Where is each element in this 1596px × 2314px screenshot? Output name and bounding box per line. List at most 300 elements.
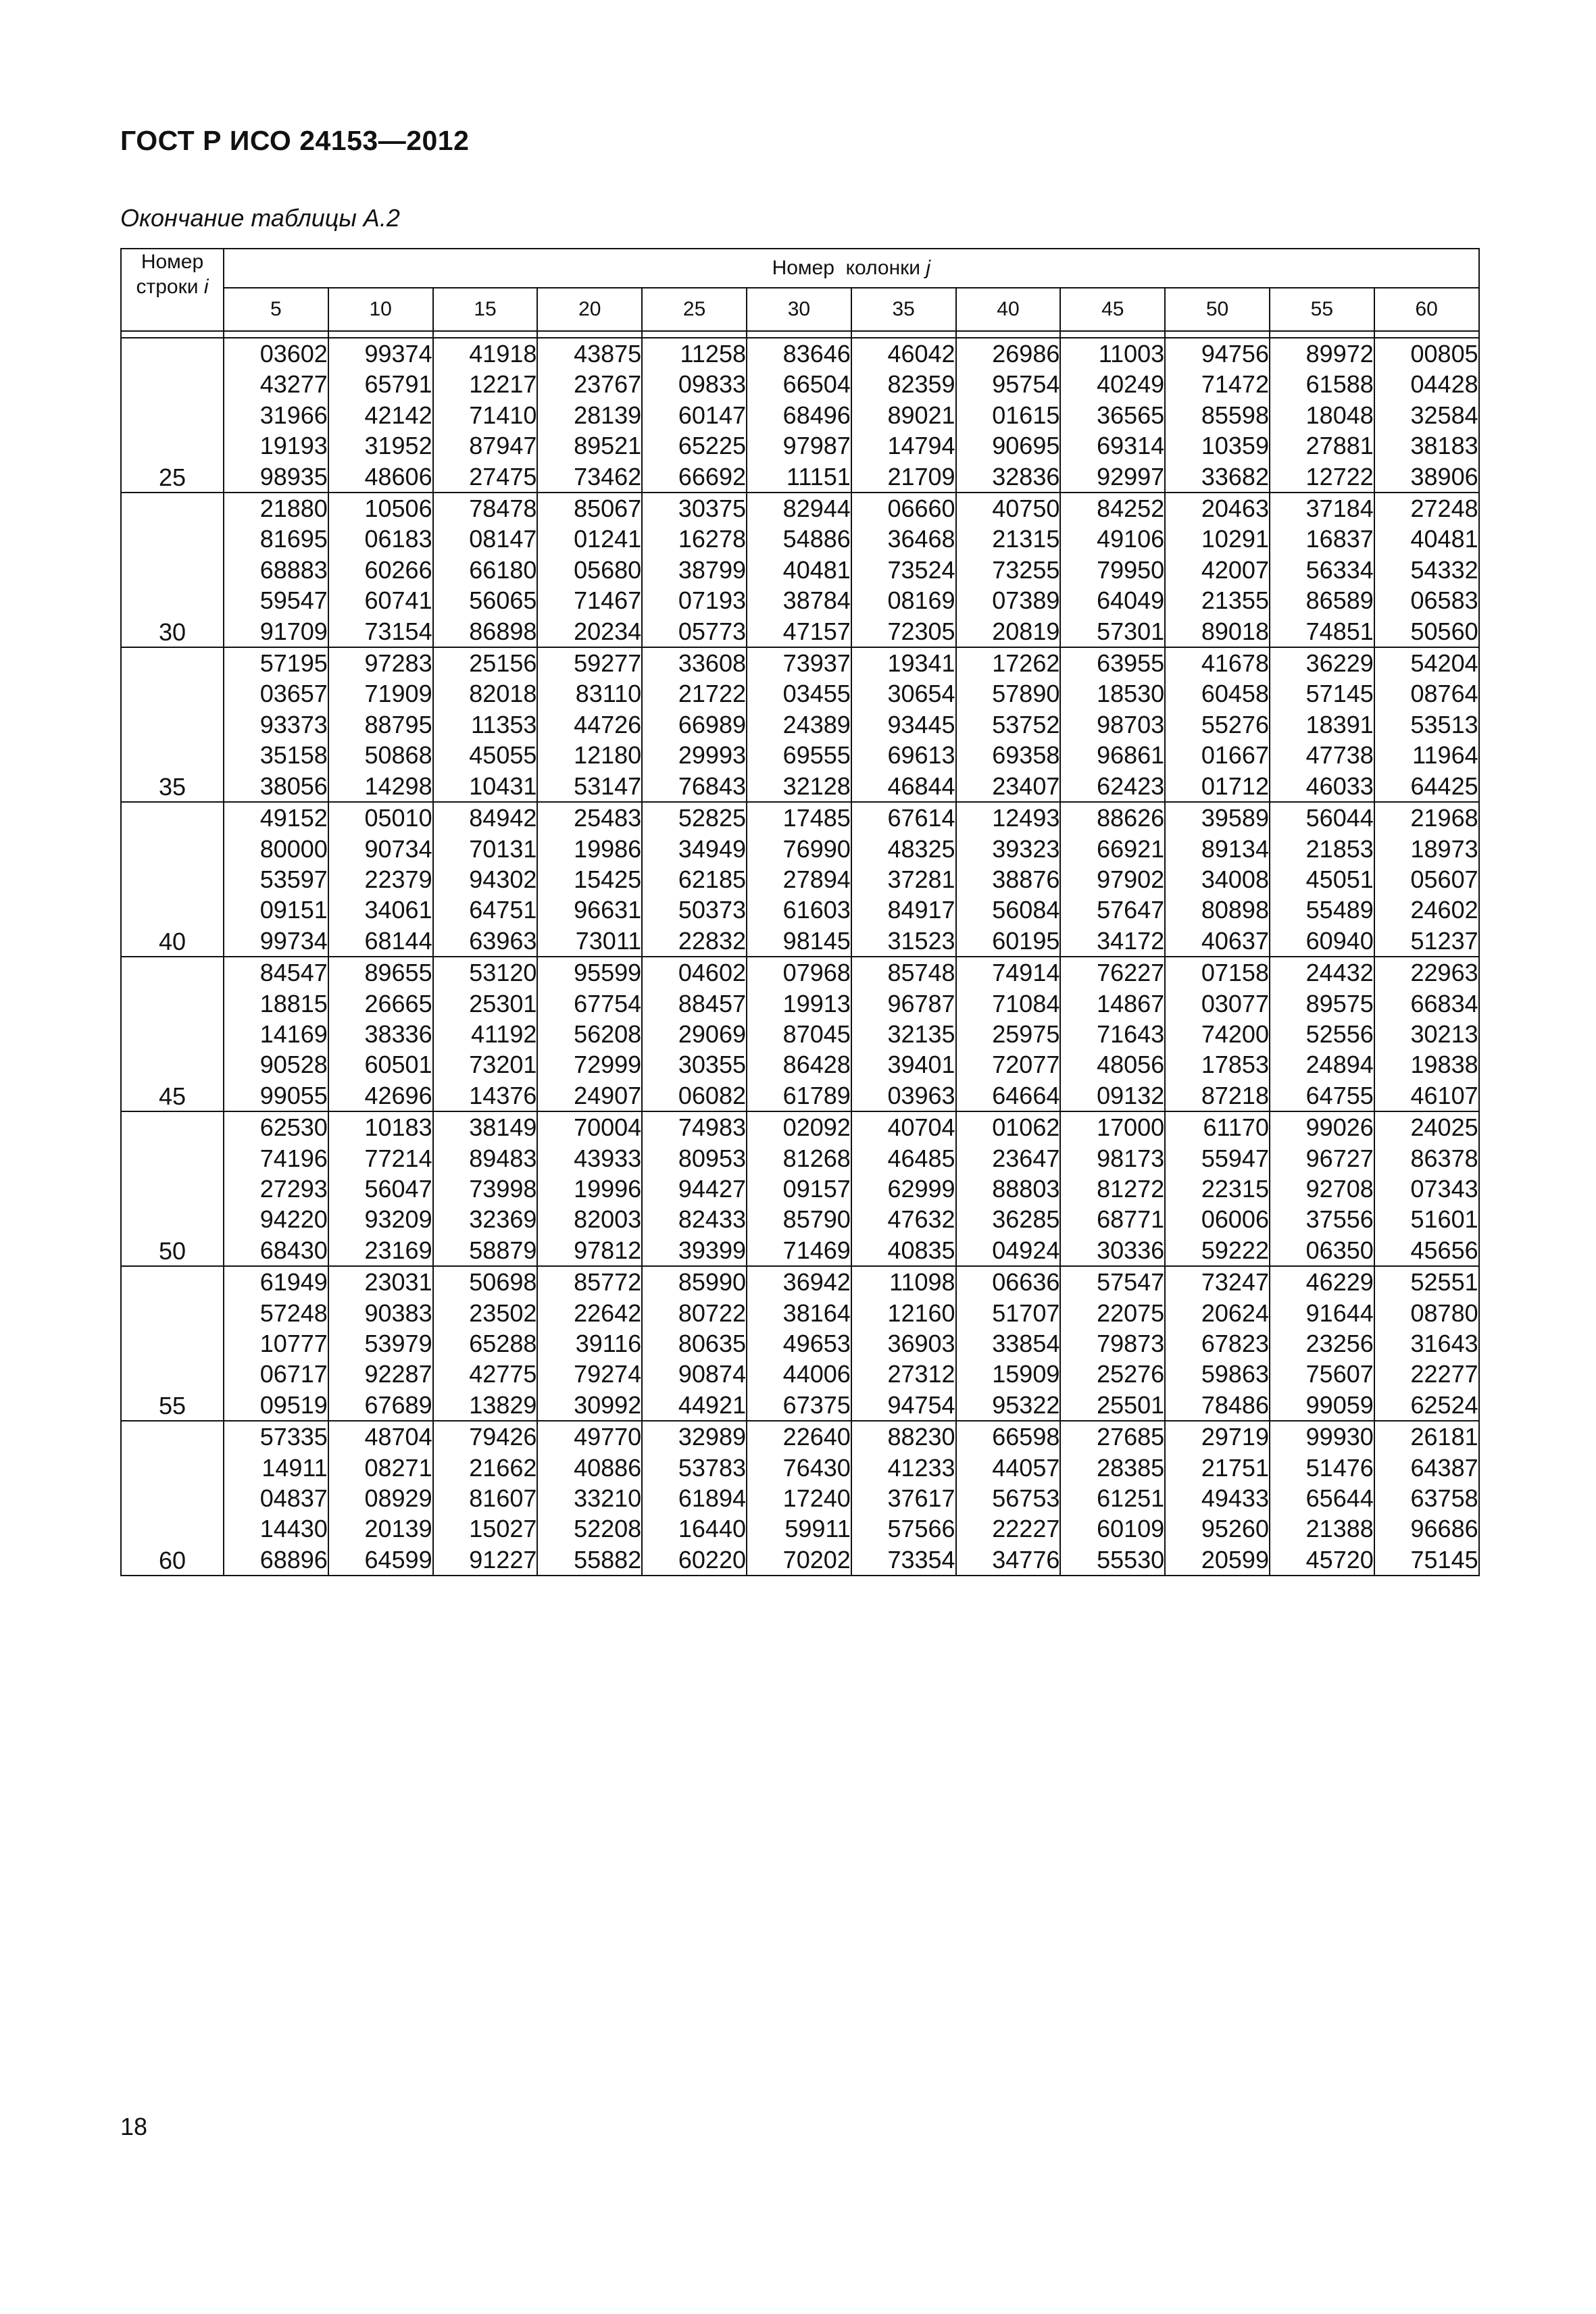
random-number: 36229 — [1305, 649, 1374, 678]
random-number: 30336 — [1097, 1236, 1165, 1264]
random-number: 25301 — [469, 989, 537, 1017]
random-number: 07343 — [1410, 1174, 1478, 1203]
random-number: 37281 — [887, 865, 955, 893]
random-number: 07389 — [992, 586, 1060, 615]
table-cell — [1374, 493, 1479, 647]
random-number: 24602 — [1410, 896, 1478, 924]
random-number: 55276 — [1201, 710, 1269, 738]
random-number: 86898 — [469, 617, 537, 645]
random-number: 68144 — [364, 926, 432, 955]
table-cell — [1060, 1111, 1165, 1266]
random-number: 56334 — [1305, 555, 1374, 584]
column-header-15: 15 — [433, 288, 538, 331]
table-row-block-60 — [121, 1421, 1479, 1576]
random-number: 66504 — [782, 370, 851, 399]
random-number: 17485 — [782, 804, 851, 832]
header-gap-row — [121, 331, 1479, 338]
table-cell — [1060, 1266, 1165, 1421]
random-number: 04837 — [259, 1484, 328, 1513]
random-number: 57145 — [1305, 680, 1374, 708]
row-header-line1: Номер — [141, 251, 204, 273]
table-cell — [642, 338, 747, 493]
random-number: 17240 — [782, 1484, 851, 1513]
random-number: 03077 — [1201, 989, 1269, 1017]
random-number: 84547 — [259, 959, 328, 987]
random-number: 95260 — [1201, 1515, 1269, 1543]
random-number: 12160 — [887, 1299, 955, 1327]
random-number: 99930 — [1305, 1423, 1374, 1451]
column-number-header — [224, 249, 1479, 288]
random-number: 45055 — [469, 741, 537, 770]
random-number: 09519 — [259, 1390, 328, 1419]
random-number: 66834 — [1410, 989, 1478, 1017]
random-number: 22832 — [678, 926, 746, 955]
random-number: 83110 — [575, 680, 642, 708]
table-cell — [224, 493, 328, 647]
random-number: 29069 — [678, 1020, 746, 1048]
random-number: 76430 — [782, 1453, 851, 1482]
random-number: 31523 — [887, 926, 955, 955]
random-number: 61588 — [1305, 370, 1374, 399]
random-number: 03657 — [259, 680, 328, 708]
random-number: 38784 — [782, 586, 851, 615]
table-cell — [747, 1266, 851, 1421]
table-cell — [224, 802, 328, 957]
random-number: 66180 — [469, 555, 537, 584]
table-cell — [1165, 647, 1270, 802]
random-number: 82359 — [887, 370, 955, 399]
random-number: 31952 — [364, 432, 432, 460]
table-cell — [1165, 802, 1270, 957]
random-number: 06717 — [259, 1360, 328, 1388]
table-cell — [1270, 1421, 1374, 1576]
random-number: 47157 — [782, 617, 851, 645]
table-cell — [224, 1111, 328, 1266]
table-cell — [433, 493, 538, 647]
random-number: 22227 — [992, 1515, 1060, 1543]
random-number: 83646 — [782, 340, 851, 368]
random-number: 25156 — [469, 649, 537, 678]
random-number: 38799 — [678, 555, 746, 584]
random-number: 71410 — [469, 401, 537, 429]
random-number: 87045 — [782, 1020, 851, 1048]
table-cell — [1374, 338, 1479, 493]
random-number: 15909 — [992, 1360, 1060, 1388]
random-number: 61603 — [782, 896, 851, 924]
table-cell — [1060, 647, 1165, 802]
random-number: 95599 — [574, 959, 642, 987]
random-number: 63963 — [469, 926, 537, 955]
random-number: 70004 — [574, 1113, 642, 1142]
random-number: 37556 — [1305, 1205, 1374, 1234]
random-number: 23502 — [469, 1299, 537, 1327]
row-number-header — [121, 249, 224, 331]
random-number: 01615 — [992, 401, 1060, 429]
table-cell — [851, 338, 956, 493]
random-number: 24432 — [1305, 959, 1374, 987]
random-number: 90734 — [364, 834, 432, 863]
random-number: 32836 — [992, 462, 1060, 491]
table-cell — [537, 647, 642, 802]
row-header-line2: строки — [136, 276, 204, 298]
random-number: 67375 — [782, 1390, 851, 1419]
random-number: 40481 — [1410, 525, 1478, 553]
random-number: 96686 — [1410, 1515, 1478, 1543]
random-number: 73998 — [469, 1174, 537, 1203]
random-number: 03963 — [887, 1081, 955, 1109]
table-cell — [224, 1421, 328, 1576]
random-number: 21751 — [1201, 1453, 1269, 1482]
random-number: 14430 — [259, 1515, 328, 1543]
random-number: 20599 — [1201, 1545, 1269, 1574]
row-header-var: i — [203, 276, 209, 298]
table-cell — [642, 493, 747, 647]
random-number: 07968 — [782, 959, 851, 987]
random-number: 22963 — [1410, 959, 1478, 987]
random-number: 53147 — [574, 772, 642, 800]
random-number: 56084 — [992, 896, 1060, 924]
table-cell — [1374, 1111, 1479, 1266]
random-number: 57566 — [887, 1515, 955, 1543]
random-number: 46485 — [880, 1144, 955, 1172]
random-number: 65791 — [364, 370, 432, 399]
table-cell — [433, 1421, 538, 1576]
random-number: 98173 — [1097, 1144, 1165, 1172]
random-number: 79873 — [1097, 1330, 1165, 1357]
random-number: 50698 — [469, 1268, 537, 1297]
random-number: 89655 — [364, 959, 432, 987]
random-number: 25975 — [992, 1020, 1060, 1048]
row-number-cell: 55 — [121, 1266, 224, 1421]
random-number: 93445 — [887, 710, 955, 738]
gap-cell — [1060, 331, 1165, 338]
random-number: 09833 — [678, 370, 746, 399]
random-number: 23767 — [574, 370, 642, 399]
random-number: 64387 — [1410, 1453, 1478, 1482]
random-number: 08147 — [469, 525, 537, 553]
random-number: 67689 — [364, 1390, 432, 1419]
random-number: 60195 — [992, 926, 1060, 955]
random-number: 32128 — [782, 772, 851, 800]
table-cell — [328, 957, 433, 1111]
table-cell — [1270, 1266, 1374, 1421]
random-number: 05680 — [574, 555, 642, 584]
random-number: 80953 — [671, 1144, 746, 1172]
random-number: 64755 — [1305, 1081, 1374, 1109]
random-number: 45051 — [1305, 865, 1374, 893]
random-number: 73937 — [782, 649, 851, 678]
random-number: 74200 — [1201, 1020, 1269, 1048]
random-number: 62185 — [678, 865, 746, 893]
random-number: 63955 — [1097, 649, 1165, 678]
column-header-40: 40 — [956, 288, 1061, 331]
random-number: 62423 — [1097, 772, 1165, 800]
random-number: 98703 — [1097, 710, 1165, 738]
random-number: 01712 — [1201, 772, 1269, 800]
random-number: 11098 — [889, 1268, 955, 1297]
random-number: 98935 — [259, 462, 328, 491]
random-number: 25483 — [574, 804, 642, 832]
row-number-cell: 25 — [121, 338, 224, 493]
random-number: 21722 — [678, 680, 746, 708]
random-number: 40637 — [1201, 926, 1269, 955]
random-number: 43875 — [574, 340, 642, 368]
random-number: 65288 — [469, 1330, 537, 1357]
random-number: 64751 — [469, 896, 537, 924]
random-number: 33608 — [678, 649, 746, 678]
random-number: 34008 — [1201, 865, 1269, 893]
random-number: 10506 — [364, 495, 432, 523]
random-number: 40835 — [887, 1236, 955, 1264]
random-number: 89021 — [887, 401, 955, 429]
random-number: 19996 — [574, 1174, 642, 1203]
random-number: 95322 — [992, 1390, 1060, 1419]
random-number: 14794 — [887, 432, 955, 460]
random-number: 80000 — [259, 834, 328, 863]
random-number: 65225 — [678, 432, 746, 460]
random-number: 59277 — [574, 649, 642, 678]
random-number: 10183 — [364, 1113, 432, 1142]
random-number: 87947 — [469, 432, 537, 460]
random-number: 69314 — [1097, 432, 1165, 460]
column-header-label: Номер колонки — [772, 257, 926, 279]
random-number: 55489 — [1305, 896, 1374, 924]
random-number: 13829 — [469, 1390, 537, 1419]
random-number: 26986 — [992, 340, 1060, 368]
random-number: 46033 — [1305, 772, 1374, 800]
random-number: 21880 — [259, 495, 328, 523]
random-number: 00805 — [1410, 340, 1478, 368]
random-number: 30375 — [678, 495, 746, 523]
random-number: 23647 — [992, 1144, 1060, 1172]
random-number: 47632 — [887, 1205, 955, 1234]
random-number: 20624 — [1201, 1299, 1269, 1327]
random-number: 18815 — [259, 989, 328, 1017]
table-cell — [328, 1111, 433, 1266]
random-number: 31966 — [259, 401, 328, 429]
table-cell — [956, 1266, 1061, 1421]
random-number: 01062 — [992, 1113, 1060, 1142]
table-cell — [1270, 647, 1374, 802]
random-number: 71472 — [1201, 370, 1269, 399]
random-number: 74196 — [259, 1144, 328, 1172]
random-number: 90695 — [992, 432, 1060, 460]
table-row-block-50 — [121, 1111, 1479, 1266]
random-number: 18530 — [1097, 680, 1165, 708]
random-number: 55882 — [574, 1545, 642, 1574]
random-number: 59222 — [1201, 1236, 1269, 1264]
random-number: 19341 — [887, 649, 955, 678]
random-number: 34172 — [1097, 926, 1165, 955]
random-number: 19986 — [574, 834, 642, 863]
random-number: 38876 — [992, 865, 1060, 893]
random-number: 21388 — [1305, 1515, 1374, 1543]
random-number: 51237 — [1410, 926, 1478, 955]
random-number: 62530 — [259, 1113, 328, 1142]
random-number: 15425 — [574, 865, 642, 893]
random-number: 56047 — [364, 1174, 432, 1203]
table-cell — [642, 1111, 747, 1266]
random-number: 77214 — [364, 1144, 432, 1172]
random-number: 17000 — [1097, 1113, 1165, 1142]
random-number: 14376 — [469, 1081, 537, 1109]
random-number: 40886 — [574, 1453, 642, 1482]
random-number: 18391 — [1305, 710, 1374, 738]
table-cell — [537, 957, 642, 1111]
random-number: 84942 — [469, 804, 537, 832]
random-number: 57890 — [992, 680, 1060, 708]
standard-code: ГОСТ Р ИСО 24153—2012 — [120, 125, 470, 156]
random-number: 73524 — [887, 555, 955, 584]
column-header-5: 5 — [224, 288, 328, 331]
random-number: 33682 — [1201, 462, 1269, 491]
random-number: 22640 — [782, 1423, 851, 1451]
random-number: 64049 — [1097, 586, 1165, 615]
random-number: 81607 — [469, 1484, 537, 1513]
random-number: 07158 — [1201, 959, 1269, 987]
random-number: 54332 — [1410, 555, 1478, 584]
random-number: 42007 — [1201, 555, 1269, 584]
random-number: 66989 — [678, 710, 746, 738]
random-number: 68883 — [259, 555, 328, 584]
random-number: 09132 — [1097, 1081, 1165, 1109]
random-number: 17853 — [1201, 1051, 1269, 1079]
random-number: 94427 — [678, 1174, 746, 1203]
table-cell — [1270, 338, 1374, 493]
row-number-cell: 40 — [121, 802, 224, 957]
column-header-60: 60 — [1374, 288, 1479, 331]
table-cell — [851, 1111, 956, 1266]
random-number: 08780 — [1410, 1299, 1478, 1327]
random-number: 73462 — [574, 462, 642, 491]
random-number: 21662 — [469, 1453, 537, 1482]
random-number: 06006 — [1201, 1205, 1269, 1234]
random-number: 88626 — [1097, 804, 1165, 832]
random-number: 53783 — [678, 1453, 746, 1482]
random-number: 72305 — [887, 617, 955, 645]
random-number: 70131 — [469, 834, 537, 863]
table-cell — [537, 802, 642, 957]
gap-cell — [1374, 331, 1479, 338]
random-number: 66692 — [678, 462, 746, 491]
random-number: 97902 — [1097, 865, 1165, 893]
random-number: 36565 — [1097, 401, 1165, 429]
random-number: 60220 — [678, 1545, 746, 1574]
random-number: 38336 — [364, 1020, 432, 1048]
random-number: 06636 — [992, 1268, 1060, 1297]
random-number: 05607 — [1410, 865, 1478, 893]
random-number: 45656 — [1410, 1236, 1478, 1264]
random-number: 01667 — [1201, 741, 1269, 770]
random-number: 37184 — [1305, 495, 1374, 523]
column-header-30: 30 — [747, 288, 851, 331]
random-number: 53513 — [1410, 710, 1478, 738]
table-row-block-40 — [121, 802, 1479, 957]
random-number: 87218 — [1201, 1081, 1269, 1109]
random-number: 10431 — [469, 772, 537, 800]
random-number: 51476 — [1305, 1453, 1374, 1482]
random-number: 20463 — [1201, 495, 1269, 523]
random-number: 72999 — [574, 1051, 642, 1079]
table-cell — [328, 647, 433, 802]
random-number: 93373 — [259, 710, 328, 738]
random-number: 52825 — [678, 804, 746, 832]
table-cell — [747, 338, 851, 493]
random-number: 57335 — [259, 1423, 328, 1451]
random-number: 67614 — [887, 804, 955, 832]
random-number: 25501 — [1097, 1390, 1165, 1419]
random-number: 46107 — [1410, 1081, 1478, 1109]
column-header-25: 25 — [642, 288, 747, 331]
random-number: 53752 — [992, 710, 1060, 738]
random-number: 04602 — [678, 959, 746, 987]
random-number: 75607 — [1305, 1360, 1374, 1388]
random-number: 27475 — [469, 462, 537, 491]
table-cell — [851, 493, 956, 647]
table-row-block-30 — [121, 493, 1479, 647]
random-number: 73201 — [469, 1051, 537, 1079]
random-number: 41233 — [887, 1453, 955, 1482]
random-number: 68496 — [782, 401, 851, 429]
random-number: 85990 — [678, 1268, 746, 1297]
random-number: 90383 — [364, 1299, 432, 1327]
random-number: 21709 — [887, 462, 955, 491]
gap-cell — [956, 331, 1061, 338]
table-cell — [1270, 493, 1374, 647]
random-number: 61170 — [1203, 1113, 1269, 1142]
random-number: 60266 — [364, 555, 432, 584]
random-number: 89972 — [1305, 340, 1374, 368]
random-number: 27248 — [1410, 495, 1478, 523]
random-number: 05773 — [678, 617, 746, 645]
random-number: 85790 — [782, 1205, 851, 1234]
random-number: 44726 — [574, 710, 642, 738]
random-number: 73354 — [887, 1545, 955, 1574]
random-number: 05010 — [364, 804, 432, 832]
random-number: 93209 — [364, 1205, 432, 1234]
random-number: 62524 — [1410, 1390, 1478, 1419]
table-cell — [642, 802, 747, 957]
random-number: 24907 — [574, 1081, 642, 1109]
random-number: 72077 — [992, 1051, 1060, 1079]
gap-cell — [1270, 331, 1374, 338]
table-cell — [1060, 1421, 1165, 1576]
random-number: 19838 — [1410, 1051, 1478, 1079]
random-number: 06350 — [1305, 1236, 1374, 1264]
random-number: 39589 — [1201, 804, 1269, 832]
random-number: 60109 — [1097, 1515, 1165, 1543]
table-cell — [537, 338, 642, 493]
random-number: 21355 — [1201, 586, 1269, 615]
gap-cell — [328, 331, 433, 338]
random-number: 34061 — [364, 896, 432, 924]
random-number: 16440 — [678, 1515, 746, 1543]
random-number: 48606 — [364, 462, 432, 491]
random-number: 64599 — [364, 1545, 432, 1574]
random-number: 22075 — [1097, 1299, 1165, 1327]
random-number: 38906 — [1410, 462, 1478, 491]
table-cell — [433, 647, 538, 802]
random-number: 08929 — [364, 1484, 432, 1513]
table-cell — [851, 1266, 956, 1421]
random-number: 78486 — [1201, 1390, 1269, 1419]
random-number: 53120 — [469, 959, 537, 987]
random-number: 71643 — [1097, 1020, 1165, 1048]
gap-cell — [121, 331, 224, 338]
random-number: 32989 — [678, 1423, 746, 1451]
random-number: 38183 — [1410, 432, 1478, 460]
random-number: 68896 — [259, 1545, 328, 1574]
